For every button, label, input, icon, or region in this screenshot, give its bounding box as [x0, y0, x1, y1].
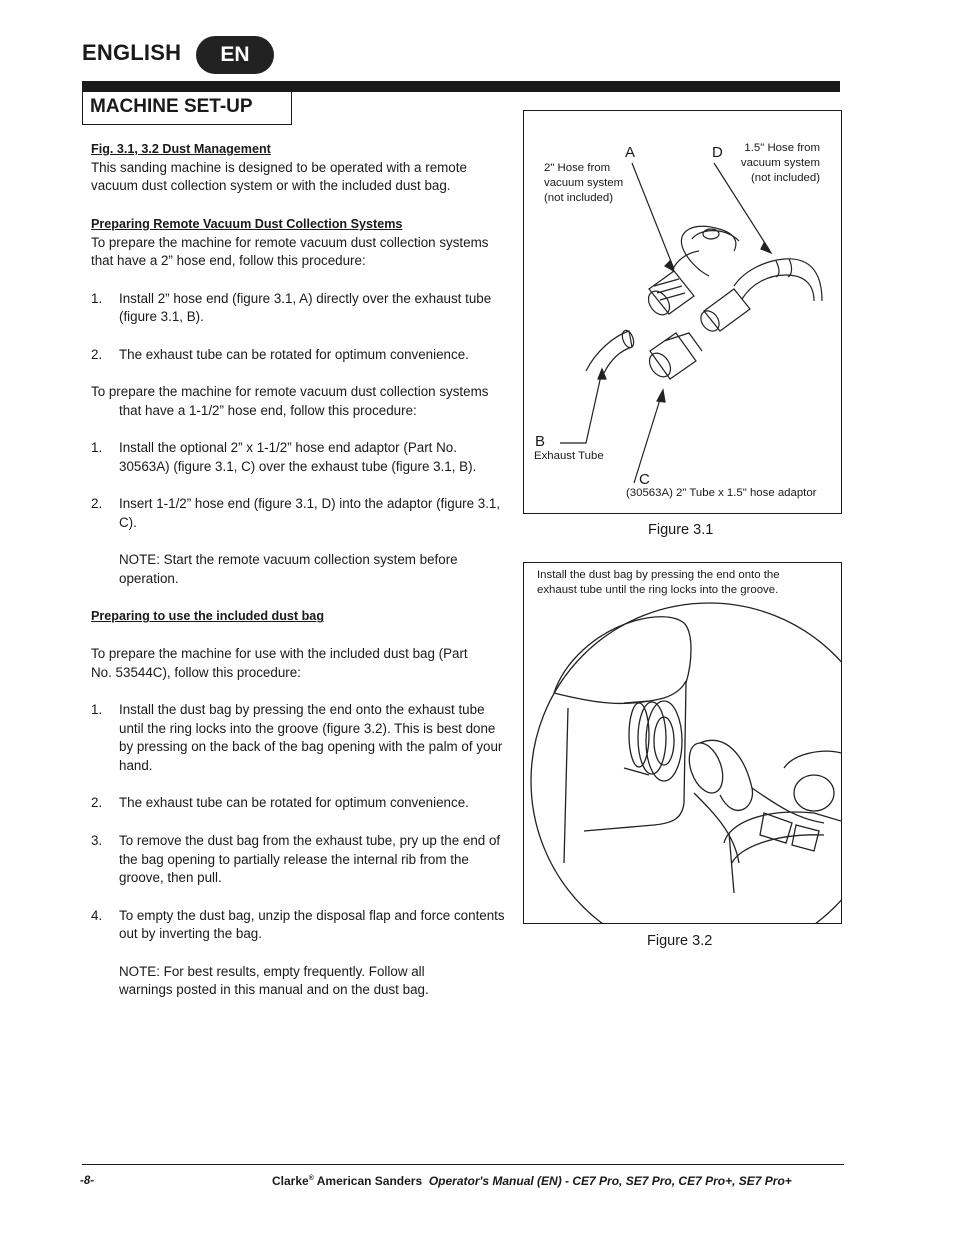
list-item: 3. To remove the dust bag from the exhaust tube, pry up the end of the bag opening to partially release the internal rib from the groove, then pull.: [91, 832, 501, 886]
adaptor-note: NOTE: Start the remote vacuum collection system before operation.: [119, 552, 458, 587]
list-item: 2. Insert 1-1/2” hose end (figure 3.1, D) into the adaptor (figure 3.1, C).: [91, 496, 501, 530]
bag-note: NOTE: For best results, empty frequently. Follow all warnings posted in this manual and on the dust bag.: [119, 963, 429, 998]
list-item: 1. Install the dust bag by pressing the end onto the exhaust tube until the ring locks into the groove (figure 3.2). This is best done by pressing on the back of the bag opening with the palm of your hand.: [91, 701, 503, 774]
figure-3-2-instruction: Install the dust bag by pressing the end onto the exhaust tube until the ring locks into the groove.: [537, 569, 780, 596]
intro-paragraph: This sanding machine is designed to be operated with a remote vacuum dust collection system or with the included dust bag.: [91, 159, 467, 194]
language-title: ENGLISH: [82, 40, 182, 65]
list-item: 1. Install 2” hose end (figure 3.1, A) directly over the exhaust tube (figure 3.1, B).: [91, 290, 492, 325]
figure-label-d-text: 1.5" Hose from vacuum system (not included): [740, 142, 820, 184]
list-item: 2. The exhaust tube can be rotated for optimum convenience.: [91, 795, 469, 811]
fig-heading: Fig. 3.1, 3.2 Dust Management: [91, 142, 271, 156]
language-code-badge: EN: [196, 36, 274, 74]
adaptor-intro: To prepare the machine for remote vacuum dust collection systems that have a 1-1/2” hose end, follow this procedure:: [91, 384, 489, 418]
figure-label-a-text: 2" Hose from vacuum system (not included): [544, 162, 624, 204]
body-text: [91, 140, 511, 1000]
remote-heading: Preparing Remote Vacuum Dust Collection Systems: [91, 216, 403, 231]
section-title: MACHINE SET-UP: [90, 96, 253, 117]
figure-3-1: [523, 110, 842, 514]
list-item: 4. To empty the dust bag, unzip the disposal flap and force contents out by inverting the bag.: [91, 907, 505, 942]
figure-label-a: A: [625, 144, 636, 161]
footer-brand: Clarke: [272, 1174, 309, 1188]
footer-company: American Sanders: [316, 1174, 423, 1188]
list-item: 2. The exhaust tube can be rotated for optimum convenience.: [91, 346, 469, 362]
figure-label-d: D: [712, 144, 723, 161]
figure-3-2: [523, 562, 842, 924]
figure-label-c-text: (30563A) 2" Tube x 1.5" hose adaptor: [626, 487, 817, 499]
footer-manual-title: [272, 1174, 792, 1188]
bag-heading: Preparing to use the included dust bag: [91, 609, 325, 624]
registered-mark: ®: [308, 1175, 314, 1182]
dust-bag-diagram: [524, 563, 841, 923]
list-item: 1. Install the optional 2” x 1-1/2” hose end adaptor (Part No. 30563A) (figure 3.1, C) over the exhaust tube (figure 3.1, B).: [91, 440, 477, 474]
figure-label-b-text: Exhaust Tube: [534, 450, 604, 462]
footer-manual: Operator's Manual (EN) - CE7 Pro, SE7 Pro, CE7 Pro+, SE7 Pro+: [428, 1174, 792, 1188]
header-rule: [82, 81, 840, 92]
figure-label-b: B: [535, 433, 546, 450]
page-number: -8-: [80, 1175, 95, 1187]
figure-label-c: C: [639, 471, 650, 488]
footer-rule: [82, 1164, 844, 1165]
bag-intro: To prepare the machine for use with the included dust bag (Part No. 53544C), follow this procedure:: [91, 645, 468, 680]
figure-3-2-caption: Figure 3.2: [647, 933, 713, 949]
figure-3-1-caption: Figure 3.1: [648, 522, 714, 538]
remote-intro: To prepare the machine for remote vacuum dust collection systems that have a 2” hose end, follow this procedure:: [91, 234, 489, 269]
